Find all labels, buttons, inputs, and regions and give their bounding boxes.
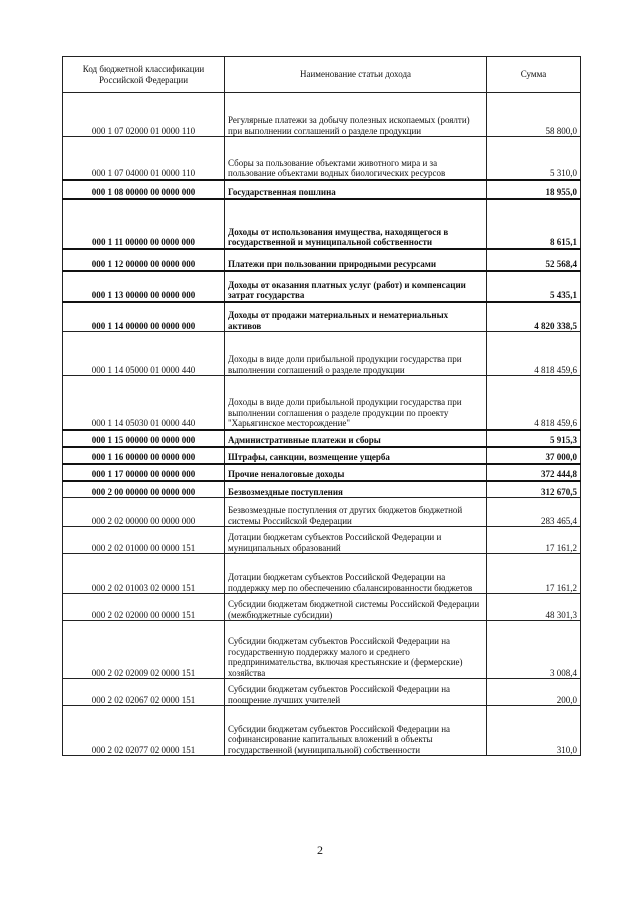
table-row <box>63 376 581 430</box>
revenue-name-cell: Доходы от оказания платных услуг (работ) и компенсации затрат государства <box>225 271 487 302</box>
revenue-name-cell: Доходы в виде доли прибыльной продукции государства при выполнении соглашений о разделе продукции <box>225 332 487 376</box>
table-row <box>63 332 581 376</box>
amount-cell: 200,0 <box>487 679 581 706</box>
revenue-name-cell: Субсидии бюджетам бюджетной системы Российской Федерации (межбюджетные субсидии) <box>225 594 487 621</box>
table-row <box>63 199 581 249</box>
table-row <box>63 271 581 302</box>
budget-code-cell: 000 2 02 00000 00 0000 000 <box>63 498 225 527</box>
amount-cell: 4 818 459,6 <box>487 376 581 430</box>
revenue-name-cell: Регулярные платежи за добычу полезных ископаемых (роялти) при выполнении соглашений о разделе продукции <box>225 93 487 137</box>
table-row <box>63 137 581 180</box>
revenue-name-cell: Доходы в виде доли прибыльной продукции государства при выполнении соглашения о разделе продукции по проекту "Харьягинское месторождение" <box>225 376 487 430</box>
budget-code-cell: 000 2 00 00000 00 0000 000 <box>63 481 225 498</box>
revenue-name-cell: Сборы за пользование объектами животного мира и за пользование объектами водных биологических ресурсов <box>225 137 487 180</box>
table-row <box>63 249 581 271</box>
table-row <box>63 679 581 706</box>
revenue-name-cell: Дотации бюджетам субъектов Российской Федерации и муниципальных образований <box>225 527 487 554</box>
budget-code-cell: 000 1 12 00000 00 0000 000 <box>63 249 225 271</box>
revenue-name-cell: Доходы от продажи материальных и нематериальных активов <box>225 302 487 332</box>
budget-code-cell: 000 1 14 00000 00 0000 000 <box>63 302 225 332</box>
amount-cell: 4 818 459,6 <box>487 332 581 376</box>
budget-code-cell: 000 1 14 05000 01 0000 440 <box>63 332 225 376</box>
budget-code-cell: 000 1 16 00000 00 0000 000 <box>63 447 225 464</box>
table-row <box>63 430 581 447</box>
amount-cell: 310,0 <box>487 706 581 756</box>
table-header-row <box>63 57 581 93</box>
header-name: Наименование статьи дохода <box>225 57 487 93</box>
table-row <box>63 594 581 621</box>
revenue-name-cell: Субсидии бюджетам субъектов Российской Федерации на поощрение лучших учителей <box>225 679 487 706</box>
budget-code-cell: 000 2 02 02000 00 0000 151 <box>63 594 225 621</box>
amount-cell: 5 915,3 <box>487 430 581 447</box>
amount-cell: 8 615,1 <box>487 199 581 249</box>
revenue-name-cell: Субсидии бюджетам субъектов Российской Федерации на государственную поддержку малого и среднего предпринимательства, включая крестьянские и (фермерские) хозяйства <box>225 621 487 679</box>
table-row <box>63 302 581 332</box>
table-row <box>63 621 581 679</box>
revenue-table <box>62 56 581 756</box>
amount-cell: 58 800,0 <box>487 93 581 137</box>
revenue-name-cell: Доходы от использования имущества, находящегося в государственной и муниципальной собственности <box>225 199 487 249</box>
table-row <box>63 527 581 554</box>
table-row <box>63 464 581 481</box>
budget-code-cell: 000 1 17 00000 00 0000 000 <box>63 464 225 481</box>
revenue-name-cell: Платежи при пользовании природными ресурсами <box>225 249 487 271</box>
amount-cell: 37 000,0 <box>487 447 581 464</box>
table-row <box>63 481 581 498</box>
budget-code-cell: 000 2 02 02067 02 0000 151 <box>63 679 225 706</box>
table-row <box>63 498 581 527</box>
budget-code-cell: 000 2 02 02009 02 0000 151 <box>63 621 225 679</box>
revenue-name-cell: Государственная пошлина <box>225 180 487 199</box>
amount-cell: 312 670,5 <box>487 481 581 498</box>
amount-cell: 17 161,2 <box>487 554 581 594</box>
revenue-name-cell: Прочие неналоговые доходы <box>225 464 487 481</box>
table-row <box>63 554 581 594</box>
revenue-name-cell: Административные платежи и сборы <box>225 430 487 447</box>
table-row <box>63 706 581 756</box>
budget-code-cell: 000 1 07 04000 01 0000 110 <box>63 137 225 180</box>
table-row <box>63 93 581 137</box>
budget-code-cell: 000 2 02 01000 00 0000 151 <box>63 527 225 554</box>
amount-cell: 17 161,2 <box>487 527 581 554</box>
budget-code-cell: 000 2 02 02077 02 0000 151 <box>63 706 225 756</box>
revenue-name-cell: Дотации бюджетам субъектов Российской Федерации на поддержку мер по обеспечению сбалансированности бюджетов <box>225 554 487 594</box>
budget-code-cell: 000 1 11 00000 00 0000 000 <box>63 199 225 249</box>
amount-cell: 5 435,1 <box>487 271 581 302</box>
revenue-name-cell: Безвозмездные поступления <box>225 481 487 498</box>
header-code: Код бюджетной классификации Российской Федерации <box>63 57 225 93</box>
revenue-name-cell: Штрафы, санкции, возмещение ущерба <box>225 447 487 464</box>
budget-code-cell: 000 1 13 00000 00 0000 000 <box>63 271 225 302</box>
amount-cell: 4 820 338,5 <box>487 302 581 332</box>
amount-cell: 5 310,0 <box>487 137 581 180</box>
budget-code-cell: 000 1 08 00000 00 0000 000 <box>63 180 225 199</box>
table-row <box>63 180 581 199</box>
budget-code-cell: 000 1 14 05030 01 0000 440 <box>63 376 225 430</box>
amount-cell: 48 301,3 <box>487 594 581 621</box>
budget-code-cell: 000 1 07 02000 01 0000 110 <box>63 93 225 137</box>
amount-cell: 372 444,8 <box>487 464 581 481</box>
amount-cell: 52 568,4 <box>487 249 581 271</box>
page-number: 2 <box>317 843 323 857</box>
revenue-name-cell: Безвозмездные поступления от других бюджетов бюджетной системы Российской Федерации <box>225 498 487 527</box>
table-body <box>63 93 581 756</box>
table-row <box>63 447 581 464</box>
budget-code-cell: 000 2 02 01003 02 0000 151 <box>63 554 225 594</box>
amount-cell: 283 465,4 <box>487 498 581 527</box>
header-sum: Сумма <box>487 57 581 93</box>
budget-code-cell: 000 1 15 00000 00 0000 000 <box>63 430 225 447</box>
amount-cell: 3 008,4 <box>487 621 581 679</box>
revenue-name-cell: Субсидии бюджетам субъектов Российской Федерации на софинансирование капитальных вложений в объекты государственной (муниципальной) собственности <box>225 706 487 756</box>
amount-cell: 18 955,0 <box>487 180 581 199</box>
